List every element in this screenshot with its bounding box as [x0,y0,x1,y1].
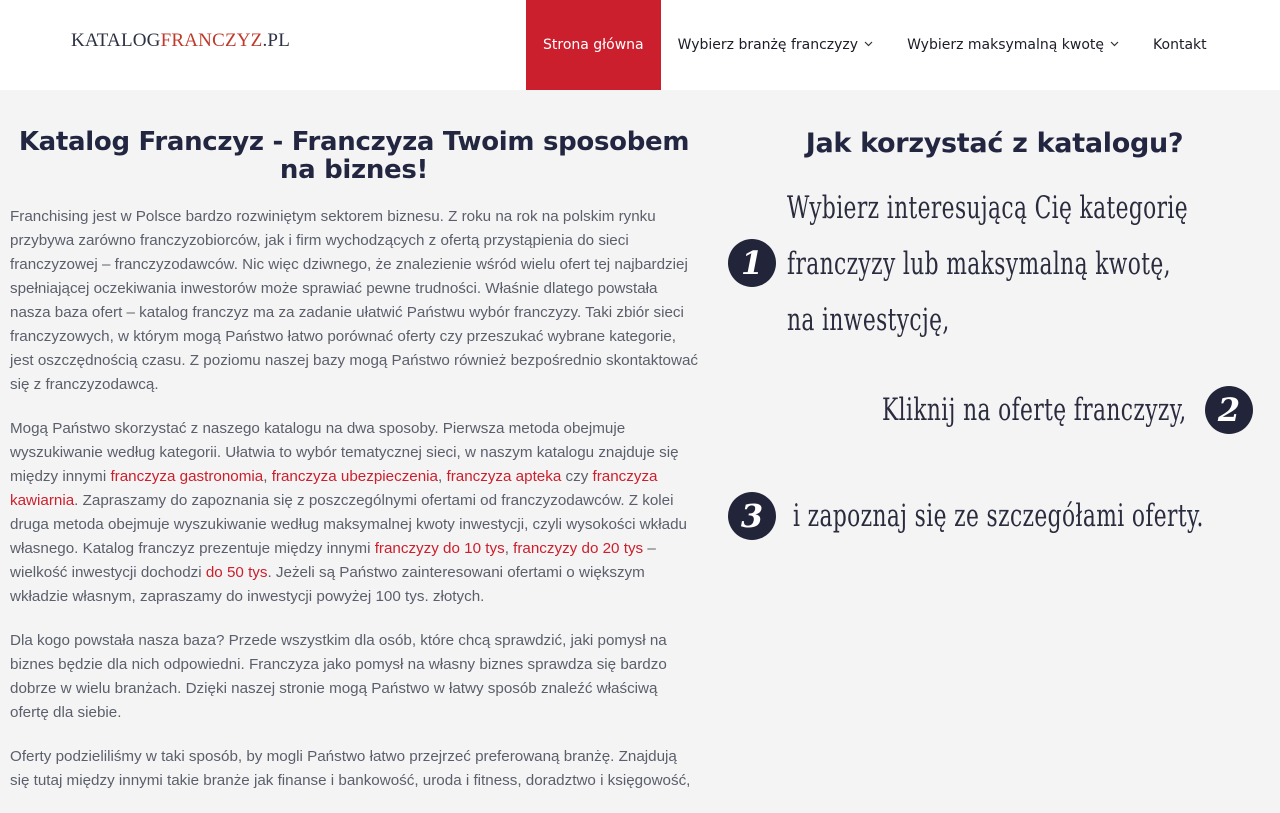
text-segment: . Jeżeli są Państwo zainteresowani ofertami o większym wkładzie własnym, zapraszamy do inwestycji powyżej 100 tys. złotych. [10,564,645,605]
howto-section [712,128,1277,160]
step-1-number-icon: 1 [728,239,776,287]
link-franczyzy-do-20-tys[interactable]: franczyzy do 20 tys [513,540,644,557]
howto-title: Jak korzystać z katalogu? [805,128,1184,159]
text-segment: czy [561,468,593,485]
main-nav [526,0,1224,90]
site-logo[interactable] [71,30,290,52]
step-1 [787,180,1280,348]
text-segment: , [438,468,447,485]
nav-item-label: Kontakt [1153,37,1207,53]
step-2-number-icon: 2 [1205,386,1253,434]
text-segment: Mogą Państwo skorzystać z naszego katalogu na dwa sposoby. Pierwsza metoda obejmuje wyszukiwanie według kategorii. Ułatwia to wybór tematycznej sieci, w naszym katalogu znajduje się między innymi [10,420,679,485]
intro-paragraph: Franchising jest w Polsce bardzo rozwiniętym sektorem biznesu. Z roku na rok na polskim rynku przybywa zarówno franczyzobiorców, jak i firm wychodzących z ofertą przystąpienia do sieci franczyzowej – franczyzodawców. Nic więc dziwnego, że znalezienie wśród wielu ofert tej najbardziej spełniającej oczekiwania inwestorów może sprawiać pewne trudności. Właśnie dlatego powstała nasza baza ofert – katalog franczyz ma za zadanie ułatwić Państwu wybór franczyzy. Taki zbiór sieci franczyzowych, w którym mogą Państwo łatwo porównać oferty czy przeszukać wybrane kategorie, jest oszczędnością czasu. Z poziomu naszej bazy mogą Państwo również bezpośrednio skontaktować się z franczyzodawcą. [10,208,699,393]
link-franczyza-ubezpieczenia[interactable]: franczyza ubezpieczenia [271,468,439,485]
logo-text-suffix: .PL [262,30,291,51]
step-3-number-icon: 3 [728,492,776,540]
text-segment: . Zapraszamy do zapoznania się z poszczególnymi ofertami od franczyzodawców. Z kolei druga metoda obejmuje wyszukiwanie według maksymalnej kwoty inwestycji, czyli wysokości wkładu własnego. Katalog franczyz prezentuje między innymi [10,492,687,557]
audience-paragraph: Dla kogo powstała nasza baza? Przede wszystkim dla osób, które chcą sprawdzić, jaki pomysł na biznes będzie dla nich odpowiedni. Franczyza jako pomysł na własny biznes sprawdza się bardzo dobrze w wielu branżach. Dzięki naszej stronie mogą Państwo w łatwy sposób znaleźć właściwą ofertę dla siebie. [10,632,667,721]
text-segment: , [504,540,514,557]
chevron-down-icon [1110,40,1119,50]
step-2-text: Kliknij na ofertę franczyzy, [882,392,1187,428]
usage-paragraph [10,417,698,609]
link-franczyza-kawiarnia[interactable]: franczyza kawiarnia [10,468,658,509]
logo-text-accent: FRANCZYZ [160,30,263,51]
link-franczyza-gastronomia[interactable]: franczyza gastronomia [110,468,264,485]
step-3 [793,488,1280,544]
step-1-line-2: franczyzy lub maksymalną kwotę, [787,246,1171,282]
link-franczyzy-do-10-tys[interactable]: franczyzy do 10 tys [374,540,505,557]
nav-item-label: Strona główna [543,37,644,53]
text-segment: – wielkość inwestycji dochodzi [10,540,656,581]
nav-item-label: Wybierz maksymalną kwotę [907,37,1105,53]
nav-item-contact[interactable] [1136,0,1224,90]
link-franczyza-apteka[interactable]: franczyza apteka [446,468,562,485]
step-3-text: i zapoznaj się ze szczegółami oferty. [793,498,1204,534]
link-do-50-tys[interactable]: do 50 tys [205,564,268,581]
main-content [10,128,698,813]
step-1-line-1: Wybierz interesującą Cię kategorię [787,190,1189,226]
nav-item-label: Wybierz branżę franczyzy [677,37,859,53]
logo-text-main: KATALOG [71,30,161,51]
nav-item-home[interactable] [526,0,661,90]
page-title: Katalog Franczyz - Franczyza Twoim sposobem na biznes! [18,127,690,185]
text-segment: , [263,468,272,485]
step-1-line-3: na inwestycję, [787,302,950,338]
categories-paragraph: Oferty podzieliliśmy w taki sposób, by mogli Państwo łatwo przejrzeć preferowaną branżę. Znajdują się tutaj między innymi takie branże jak finanse i bankowość, uroda i fitness, doradztwo i księgowość, [10,748,691,789]
nav-item-industry[interactable] [661,0,890,90]
nav-item-max-amount[interactable] [890,0,1136,90]
site-header [0,0,1280,90]
chevron-down-icon [864,40,873,50]
